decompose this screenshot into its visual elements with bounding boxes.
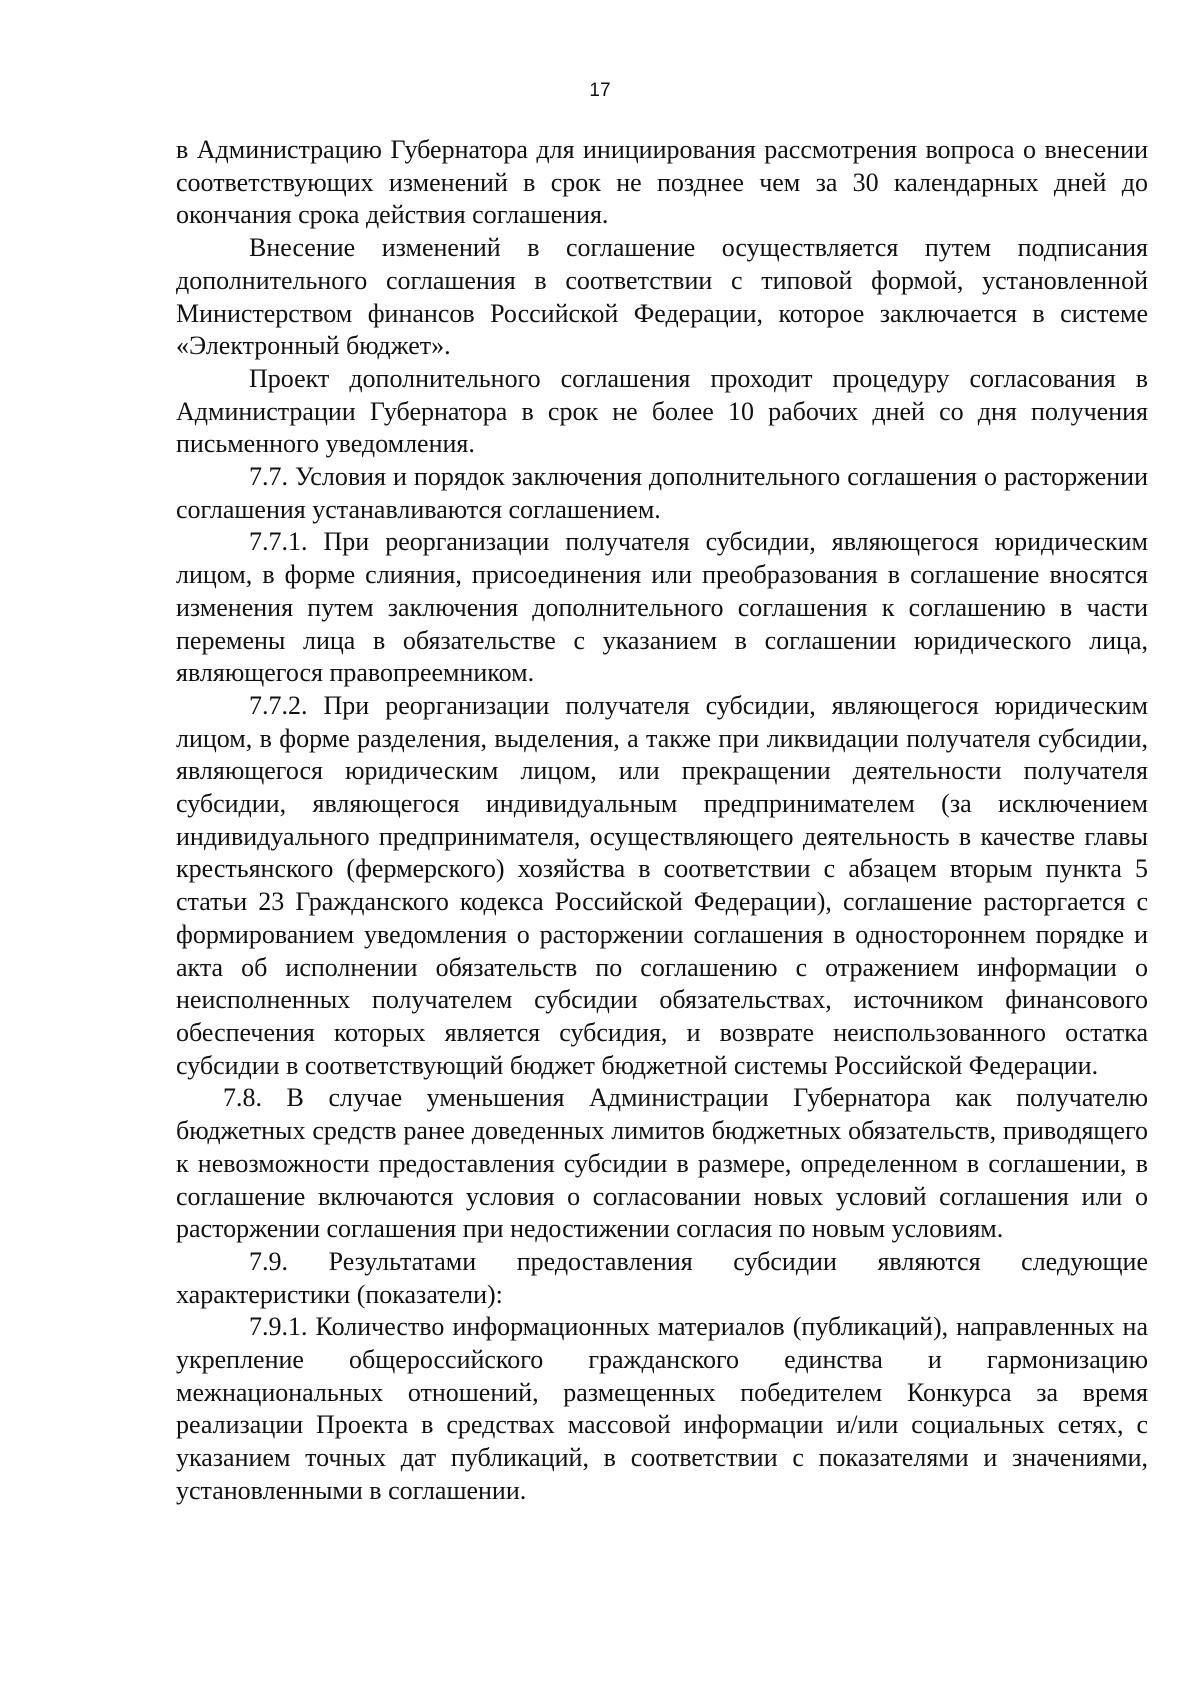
paragraph-7-9-1: 7.9.1. Количество информационных материалов (публикаций), направленных на укрепление общероссийского гражданского единства и гармонизацию межнациональных отношений, размещенных победителем Конкурса за время реализации Проекта в средствах массовой информации и/или социальных сетях, с указанием точных дат публикаций, в соответствии с показателями и значениями, установленными в соглашении. [176, 1312, 1148, 1505]
paragraph-7-8: 7.8. В случае уменьшения Администрации Губернатора как получателю бюджетных средств ранее доведенных лимитов бюджетных обязательств, приводящего к невозможности предоставления субсидии в размере, определенном в соглашении, в соглашение включаются условия о согласовании новых условий соглашения или о расторжении соглашения при недостижении согласия по новым условиям. [176, 1083, 1148, 1244]
paragraph-continuation: в Администрацию Губернатора для инициирования рассмотрения вопроса о внесении соответствующих изменений в срок не позднее чем за 30 календарных дней до окончания срока действия соглашения. [176, 135, 1148, 230]
paragraph-amendment-procedure: Внесение изменений в соглашение осуществляется путем подписания дополнительного соглашения в соответствии с типовой формой, установленной Министерством финансов Российской Федерации, которое заключается в системе «Электронный бюджет». [176, 233, 1148, 361]
paragraph-7-7-1: 7.7.1. При реорганизации получателя субсидии, являющегося юридическим лицом, в форме слияния, присоединения или преобразования в соглашение вносятся изменения путем заключения дополнительного соглашения к соглашению в части перемены лица в обязательстве с указанием в соглашении юридического лица, являющегося правопреемником. [176, 527, 1148, 688]
document-body [176, 134, 1148, 1508]
paragraph-draft-approval: Проект дополнительного соглашения проходит процедуру согласования в Администрации Губернатора в срок не более 10 рабочих дней со дня получения письменного уведомления. [176, 363, 1148, 459]
paragraph-7-7-2: 7.7.2. При реорганизации получателя субсидии, являющегося юридическим лицом, в форме разделения, выделения, а также при ликвидации получателя субсидии, являющегося юридическим лицом, или прекращении деятельности получателя субсидии, являющегося индивидуальным предпринимателем (за исключением индивидуального предпринимателя, осуществляющего деятельность в качестве главы крестьянского (фермерского) хозяйства в соответствии с абзацем вторым пункта 5 статьи 23 Гражданского кодекса Российской Федерации), соглашение расторгается с формированием уведомления о расторжении соглашения в одностороннем порядке и акта об исполнении обязательств по соглашению с отражением информации о неисполненных получателем субсидии обязательствах, источником финансового обеспечения которых является субсидия, и возврате неиспользованного остатка субсидии в соответствующий бюджет бюджетной системы Российской Федерации. [176, 690, 1148, 1080]
paragraph-7-9: 7.9. Результатами предоставления субсидии являются следующие характеристики (показатели): [176, 1246, 1148, 1309]
page-number: 17 [589, 80, 611, 101]
paragraph-7-7: 7.7. Условия и порядок заключения дополнительного соглашения о расторжении соглашения устанавливаются соглашением. [176, 462, 1148, 524]
